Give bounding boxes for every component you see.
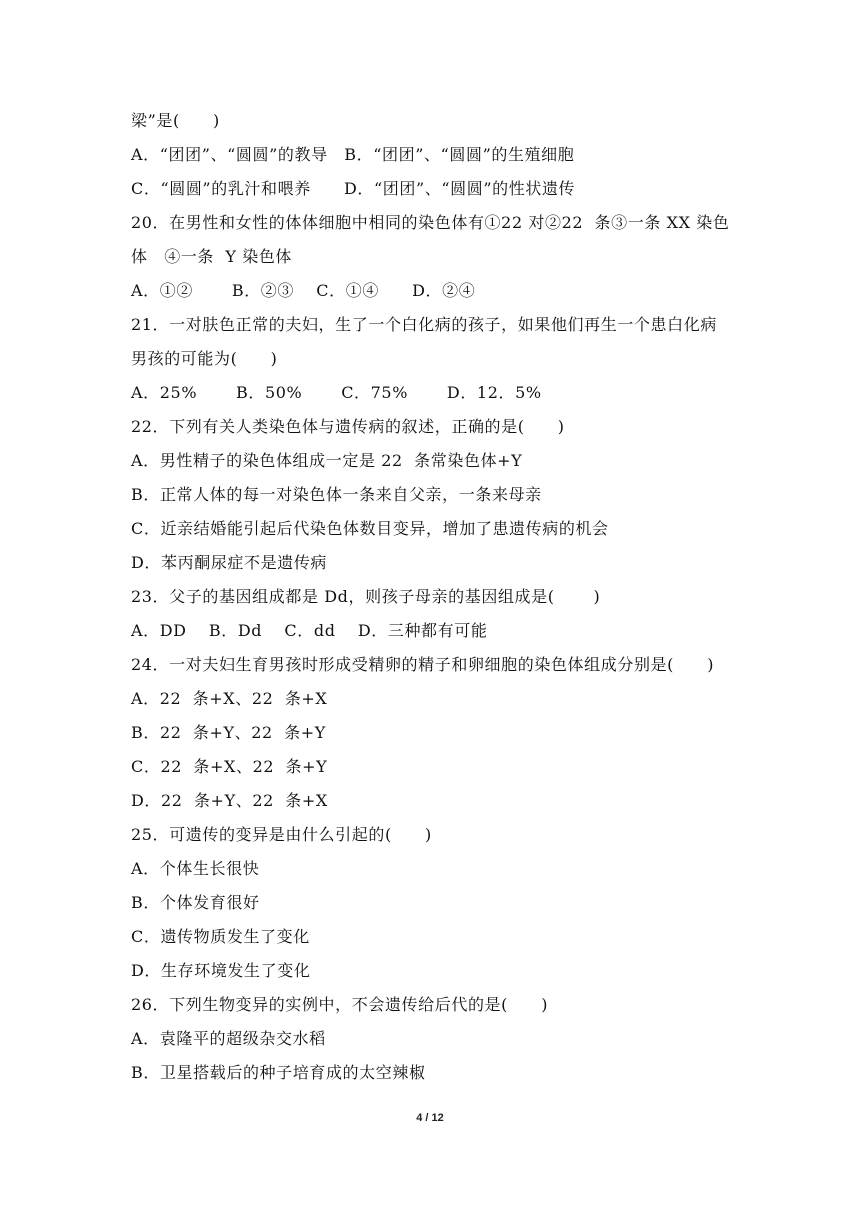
option-line: A．22 条+X、22 条+X (131, 689, 328, 708)
question-20: 20．在男性和女性的体体细胞中相同的染色体有①22 对②22 条③一条 XX 染色 (131, 213, 730, 232)
question-21: 21．一对肤色正常的夫妇，生了一个白化病的孩子，如果他们再生一个患白化病 (131, 315, 717, 334)
option-line: A．①② B．②③ C．①④ D．②④ (131, 281, 476, 300)
option-line: C．遗传物质发生了变化 (131, 927, 310, 946)
question-24: 24．一对夫妇生育男孩时形成受精卵的精子和卵细胞的染色体组成分别是( ) (131, 655, 715, 674)
page-number: 4 / 12 (416, 1112, 444, 1124)
option-line: D．22 条+Y、22 条+X (131, 791, 328, 810)
option-line: D．苯丙酮尿症不是遗传病 (131, 553, 328, 572)
option-line: A．男性精子的染色体组成一定是 22 条常染色体+Y (131, 451, 523, 470)
option-line: C．近亲结婚能引起后代染色体数目变异，增加了患遗传病的机会 (131, 519, 609, 538)
option-line: A．“团团”、“圆圆”的教导 B．“团团”、“圆圆”的生殖细胞 (131, 145, 575, 164)
question-26: 26．下列生物变异的实例中，不会遗传给后代的是( ) (131, 995, 549, 1014)
option-line: A．DD B．Dd C．dd D．三种都有可能 (131, 621, 488, 640)
text-line: 梁”是( ) (131, 111, 220, 130)
question-21-continued: 男孩的可能为( ) (131, 349, 278, 368)
option-line: D．生存环境发生了变化 (131, 961, 311, 980)
option-line: B．个体发育很好 (131, 893, 260, 912)
option-line: C．22 条+X、22 条+Y (131, 757, 328, 776)
option-line: B．卫星搭载后的种子培育成的太空辣椒 (131, 1063, 426, 1082)
question-20-continued: 体 ④一条 Y 染色体 (131, 247, 293, 266)
option-line: C．“圆圆”的乳汁和喂养 D．“团团”、“圆圆”的性状遗传 (131, 179, 576, 198)
question-23: 23．父子的基因组成都是 Dd，则孩子母亲的基因组成是( ) (131, 587, 601, 606)
question-22: 22．下列有关人类染色体与遗传病的叙述，正确的是( ) (131, 417, 565, 436)
option-line: B．正常人体的每一对染色体一条来自父亲，一条来母亲 (131, 485, 542, 504)
option-line: B．22 条+Y、22 条+Y (131, 723, 326, 742)
option-line: A．袁隆平的超级杂交水稻 (131, 1029, 326, 1048)
question-25: 25．可遗传的变异是由什么引起的( ) (131, 825, 432, 844)
option-line: A．个体生长很快 (131, 859, 260, 878)
option-line: A．25% B．50% C．75% D．12．5% (131, 383, 542, 402)
page-content (131, 104, 741, 1090)
